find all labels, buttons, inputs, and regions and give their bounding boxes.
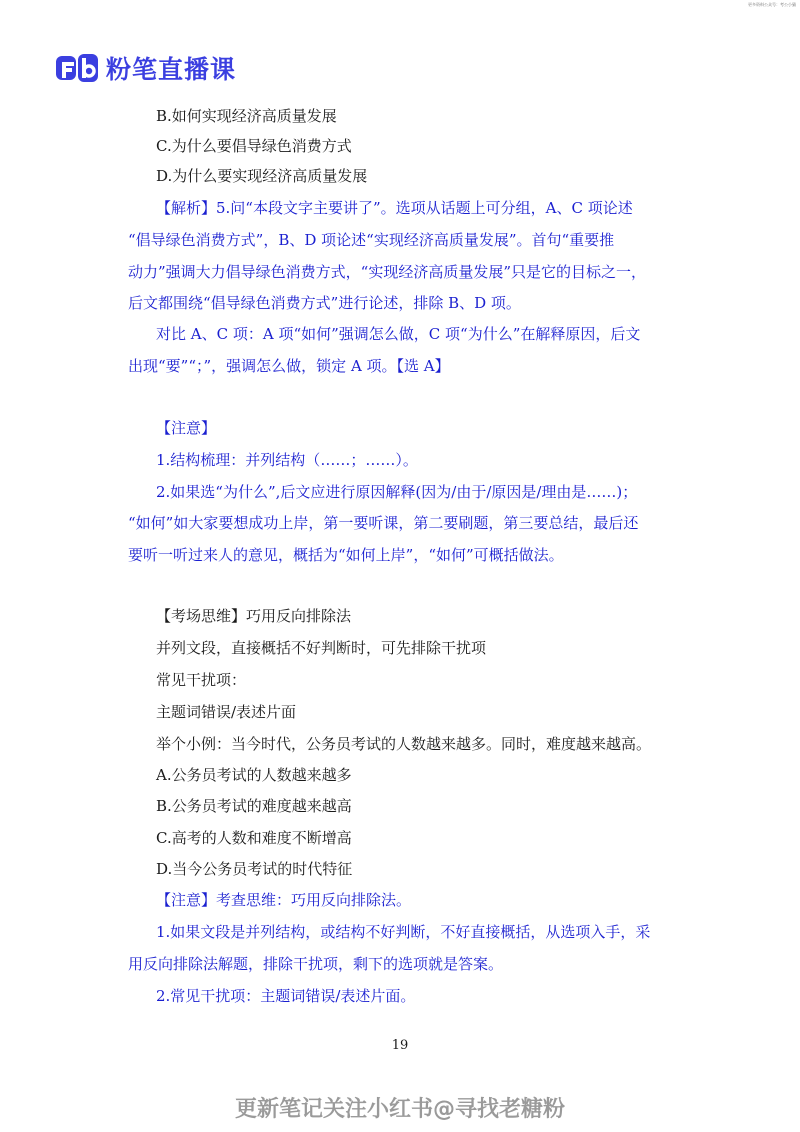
text-line: 1.结构梳理：并列结构（……；……）。	[156, 451, 418, 469]
fb-logo-icon	[56, 54, 98, 82]
text-line: 用反向排除法解题，排除干扰项，剩下的选项就是答案。	[128, 955, 504, 973]
text-line: B.如何实现经济高质量发展	[156, 107, 337, 125]
footer-watermark: 更新笔记关注小红书@寻找老糖粉	[234, 1097, 565, 1122]
text-line: 【解析】5.问“本段文字主要讲了”。选项从话题上可分组，A、C 项论述	[156, 199, 633, 217]
text-line: C.为什么要倡导绿色消费方式	[156, 137, 352, 155]
text-line: A.公务员考试的人数越来越多	[156, 766, 352, 784]
text-line: D.当今公务员考试的时代特征	[156, 860, 353, 878]
text-line: 动力”强调大力倡导绿色消费方式，“实现经济高质量发展”只是它的目标之一，	[128, 263, 647, 281]
text-line: 2.如果选“为什么”,后文应进行原因解释(因为/由于/原因是/理由是……)；	[156, 483, 638, 501]
text-line: 【注意】考查思维：巧用反向排除法。	[156, 891, 412, 909]
text-line: D.为什么要实现经济高质量发展	[156, 167, 368, 185]
top-note: 更多资料公众号：考公小猫	[748, 2, 796, 7]
brand-logo	[56, 52, 236, 84]
text-line: 1.如果文段是并列结构，或结构不好判断，不好直接概括，从选项入手，采	[156, 923, 651, 941]
text-line: C.高考的人数和难度不断增高	[156, 829, 352, 847]
text-line: “倡导绿色消费方式”，B、D 项论述“实现经济高质量发展”。首句“重要推	[128, 231, 615, 249]
text-line: 【考场思维】巧用反向排除法	[156, 607, 352, 625]
text-line: 对比 A、C 项：A 项“如何”强调怎么做，C 项“为什么”在解释原因，后文	[156, 325, 641, 343]
text-line: “如何”如大家要想成功上岸，第一要听课，第二要刷题，第三要总结，最后还	[128, 514, 639, 532]
text-line: B.公务员考试的难度越来越高	[156, 797, 352, 815]
text-line: 举个小例：当今时代，公务员考试的人数越来越多。同时，难度越来越高。	[156, 735, 652, 753]
text-line: 出现“要”“；”，强调怎么做，锁定 A 项。【选 A】	[128, 357, 450, 375]
text-line: 常见干扰项：	[156, 671, 247, 689]
text-line: 【注意】	[156, 419, 217, 437]
text-line: 并列文段，直接概括不好判断时，可先排除干扰项	[156, 639, 487, 657]
page-number: 19	[391, 1038, 409, 1053]
text-line: 后文都围绕“倡导绿色消费方式”进行论述，排除 B、D 项。	[128, 294, 521, 312]
text-line: 主题词错误/表述片面	[156, 703, 297, 721]
logo-text: 粉笔直播课	[106, 55, 237, 84]
text-line: 2.常见干扰项：主题词错误/表述片面。	[156, 987, 416, 1005]
text-line: 要听一听过来人的意见，概括为“如何上岸”，“如何”可概括做法。	[128, 546, 564, 564]
